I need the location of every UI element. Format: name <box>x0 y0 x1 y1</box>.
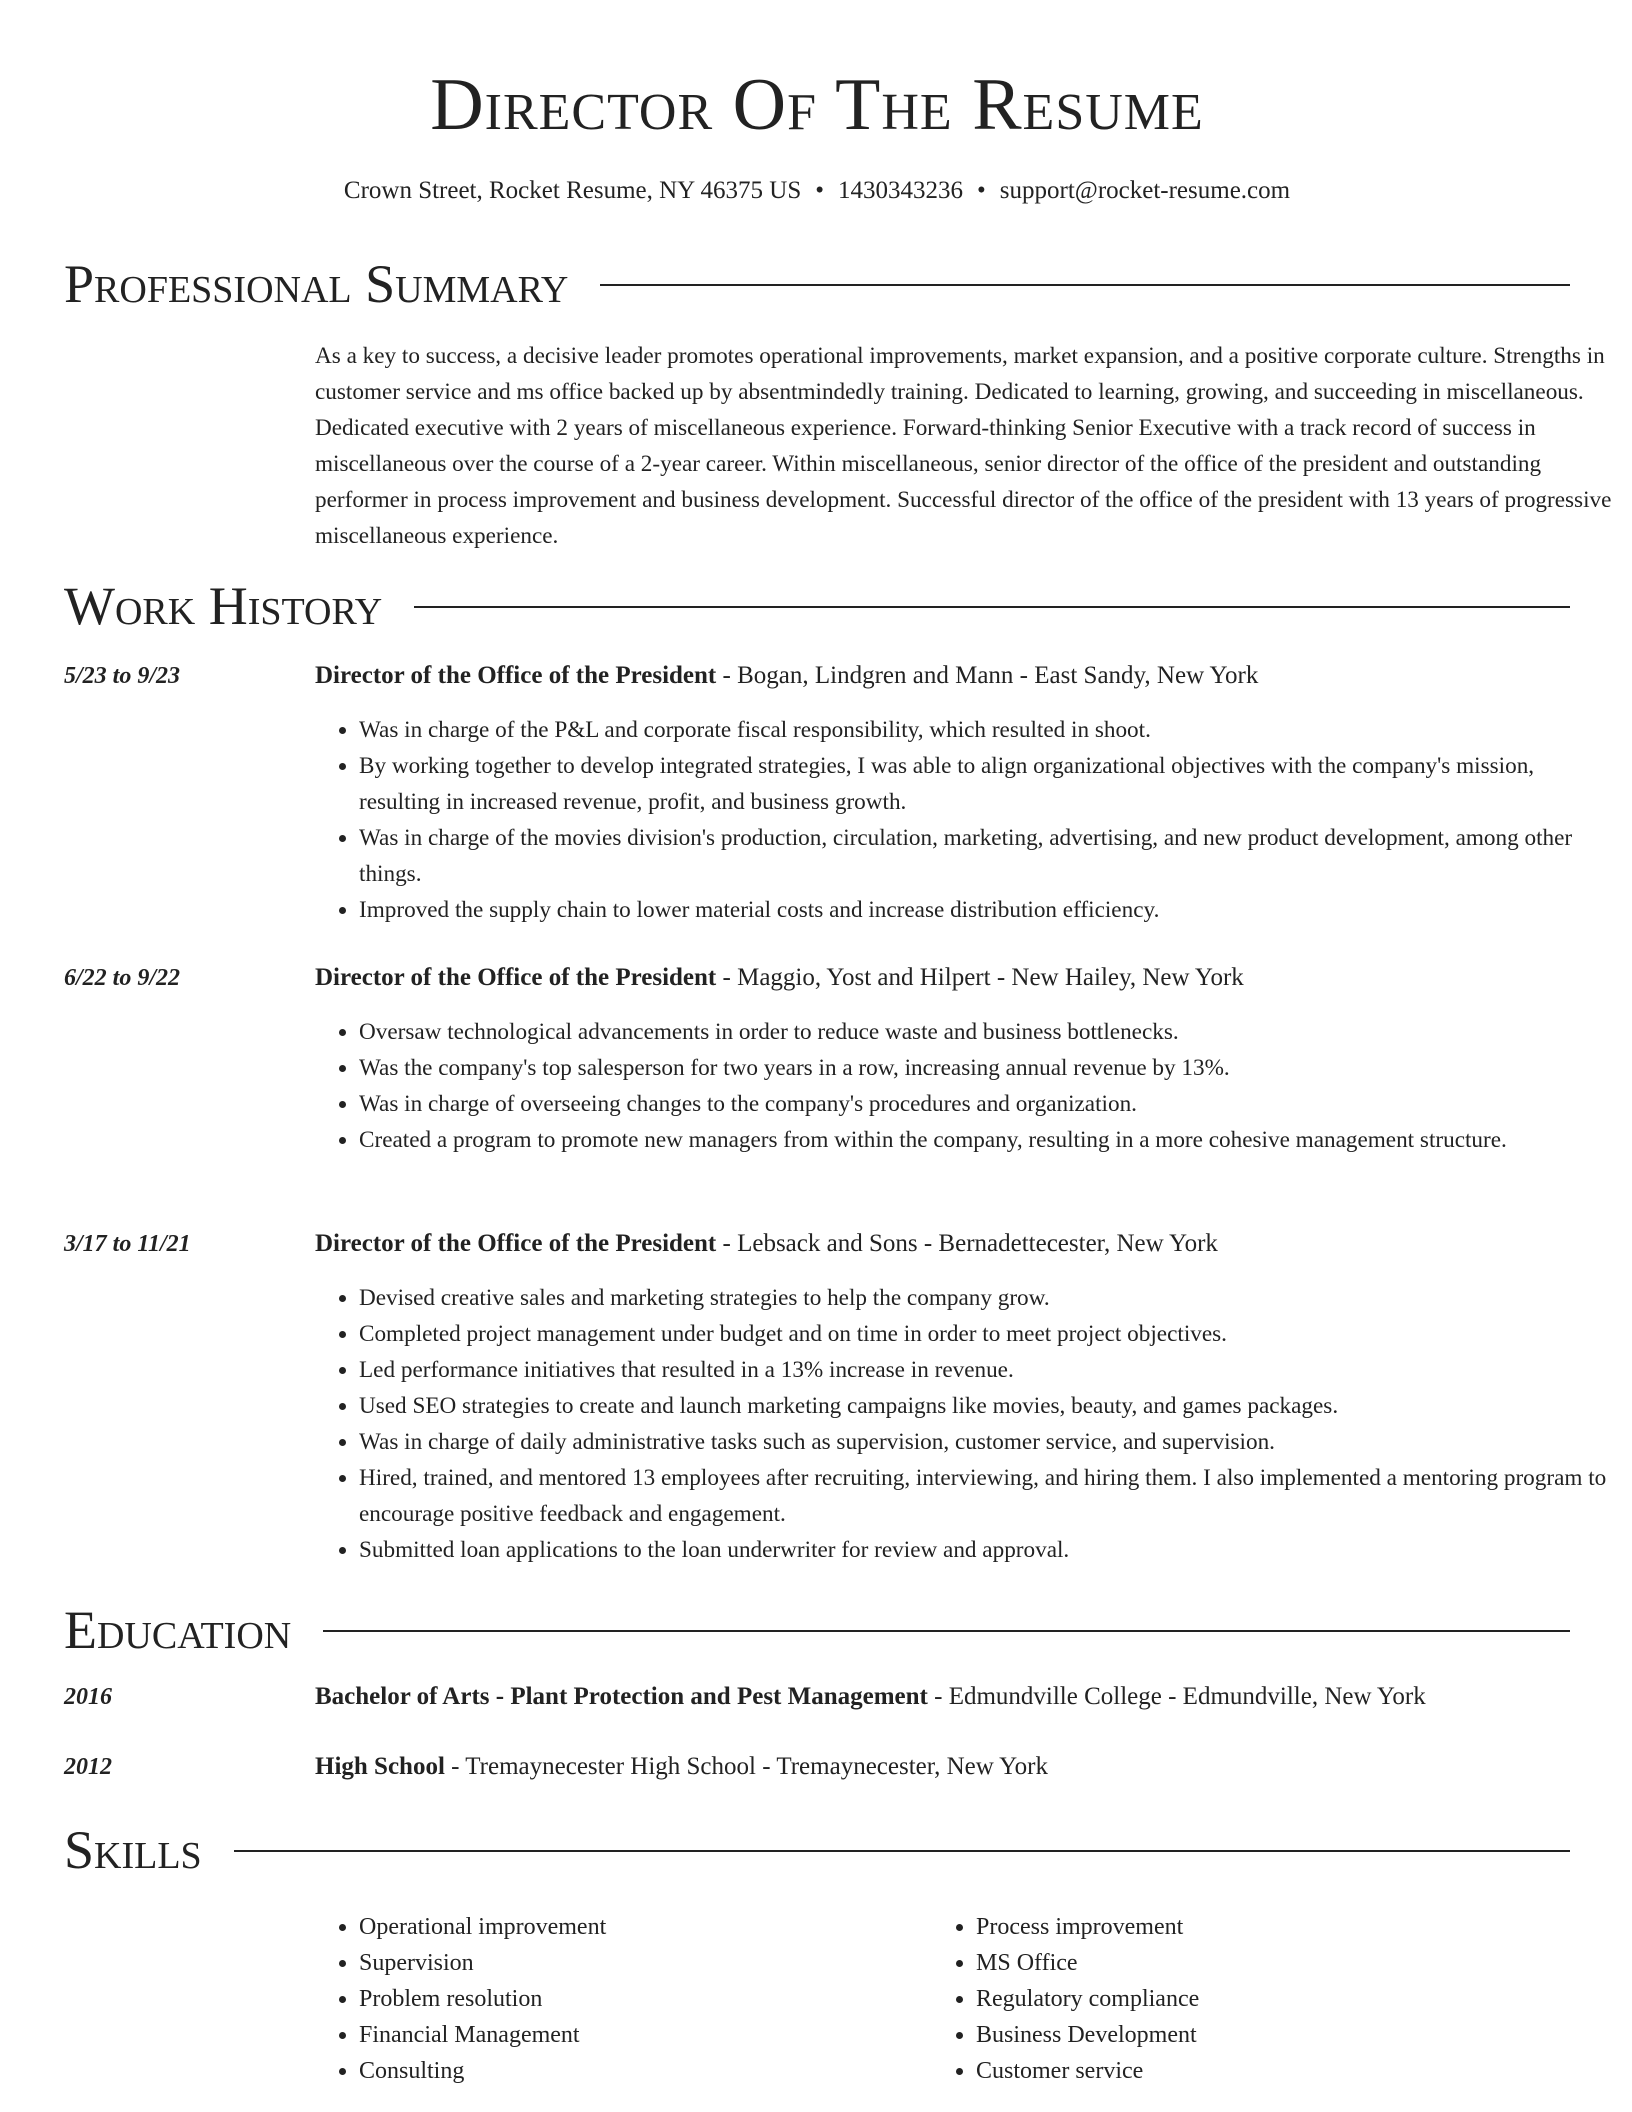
list-item: • Devised creative sales and marketing strategies to help the company grow. <box>359 1280 1615 1316</box>
education-heading <box>64 1598 1570 1662</box>
job-dates: 6/22 to 9/22 <box>64 965 181 991</box>
education-heading-title: Education <box>64 1600 292 1660</box>
contact-phone: 1430343236 <box>838 177 964 204</box>
list-item: • Completed project management under budget and on time in order to meet project objectives. <box>359 1316 1615 1352</box>
skill-item: • Financial Management <box>359 2017 919 2053</box>
contact-line <box>64 174 1570 208</box>
job-title-line <box>315 658 1615 694</box>
skills-list-right <box>932 1909 1536 2089</box>
skill-item: • Operational improvement <box>359 1909 919 1945</box>
list-item: • Oversaw technological advancements in order to reduce waste and business bottlenecks. <box>359 1014 1615 1050</box>
job-details: - Lebsack and Sons - Bernadettecester, New York <box>716 1230 1218 1257</box>
list-item: • Submitted loan applications to the loan underwriter for review and approval. <box>359 1532 1615 1568</box>
job-bullets <box>315 1014 1615 1158</box>
skill-item: • Consulting <box>359 2053 919 2089</box>
education-year: 2012 <box>64 1754 112 1780</box>
skills-heading-title: Skills <box>64 1820 202 1880</box>
contact-separator: • <box>815 177 825 204</box>
skill-item: • MS Office <box>976 1945 1536 1981</box>
list-item: • Hired, trained, and mentored 13 employees after recruiting, interviewing, and hiring them. I also implemented a mentoring program to encourage positive feedback and engagement. <box>359 1460 1615 1532</box>
education-year: 2016 <box>64 1684 112 1710</box>
summary-heading-title: Professional Summary <box>64 254 569 314</box>
skill-item: • Supervision <box>359 1945 919 1981</box>
resume-name: Director Of The Resume <box>430 64 1204 146</box>
work-history-heading-title: Work History <box>64 576 383 636</box>
list-item: • Was in charge of overseeing changes to the company's procedures and organization. <box>359 1086 1615 1122</box>
job-role: Director of the Office of the President <box>315 662 717 689</box>
summary-heading <box>64 252 1570 316</box>
job-dates: 5/23 to 9/23 <box>64 663 181 689</box>
job-dates: 3/17 to 11/21 <box>64 1231 191 1257</box>
contact-separator: • <box>977 177 986 204</box>
job-role: Director of the Office of the President <box>315 964 717 991</box>
job-role: Director of the Office of the President <box>315 1230 717 1257</box>
job-bullets <box>315 712 1615 928</box>
job-details: - Maggio, Yost and Hilpert - New Hailey, New York <box>716 964 1244 991</box>
list-item: • Was the company's top salesperson for two years in a row, increasing annual revenue by 13%. <box>359 1050 1615 1086</box>
list-item: • By working together to develop integrated strategies, I was able to align organizational objectives with the company's mission, resulting in increased revenue, profit, and business growth. <box>359 748 1615 820</box>
skills-list-left <box>315 1909 919 2089</box>
job-details: - Bogan, Lindgren and Mann - East Sandy, New York <box>716 662 1259 689</box>
section-divider <box>414 606 1570 608</box>
education-degree: Bachelor of Arts - Plant Protection and Pest Management <box>315 1683 928 1710</box>
list-item: • Was in charge of the P&L and corporate fiscal responsibility, which resulted in shoot. <box>359 712 1615 748</box>
education-line <box>315 1749 1615 1785</box>
section-divider <box>234 1850 1570 1852</box>
list-item: • Improved the supply chain to lower material costs and increase distribution efficiency. <box>359 892 1615 928</box>
job-bullets <box>315 1280 1615 1568</box>
list-item: • Created a program to promote new managers from within the company, resulting in a more cohesive management structure. <box>359 1122 1615 1158</box>
skill-item: • Business Development <box>976 2017 1536 2053</box>
summary-text: As a key to success, a decisive leader promotes operational improvements, market expansion, and a positive corporate culture. Strengths in customer service and ms office backed up by absentmindedly training. Dedicated to learning, growing, and succeeding in miscellaneous. Dedicated executive with 2 years of miscellaneous experience. Forward-thinking Senior Executive with a track record of success in miscellaneous over the course of a 2-year career. Within miscellaneous, senior director of the office of the president and outstanding performer in process improvement and business development. Successful director of the office of the president with 13 years of progressive miscellaneous experience. <box>315 343 1612 549</box>
skill-item: • Process improvement <box>976 1909 1536 1945</box>
work-history-heading <box>64 574 1570 638</box>
education-line <box>315 1679 1615 1715</box>
education-details: - Tremaynecester High School - Tremaynecester, New York <box>444 1753 1048 1780</box>
list-item: • Was in charge of daily administrative tasks such as supervision, customer service, and supervision. <box>359 1424 1615 1460</box>
contact-email: support@rocket-resume.com <box>999 177 1291 204</box>
skill-item: • Customer service <box>976 2053 1536 2089</box>
job-title-line <box>315 960 1615 996</box>
skills-heading <box>64 1818 1570 1882</box>
skill-item: • Regulatory compliance <box>976 1981 1536 2017</box>
job-title-line <box>315 1226 1615 1262</box>
education-details: - Edmundville College - Edmundville, New York <box>927 1683 1426 1710</box>
section-divider <box>600 284 1570 286</box>
list-item: • Was in charge of the movies division's production, circulation, marketing, advertising, and new product development, among other things. <box>359 820 1615 892</box>
education-degree: High School <box>315 1753 445 1780</box>
list-item: • Used SEO strategies to create and launch marketing campaigns like movies, beauty, and games packages. <box>359 1388 1615 1424</box>
contact-address: Crown Street, Rocket Resume, NY 46375 US <box>343 177 802 204</box>
list-item: • Led performance initiatives that resulted in a 13% increase in revenue. <box>359 1352 1615 1388</box>
section-divider <box>323 1630 1570 1632</box>
skill-item: • Problem resolution <box>359 1981 919 2017</box>
